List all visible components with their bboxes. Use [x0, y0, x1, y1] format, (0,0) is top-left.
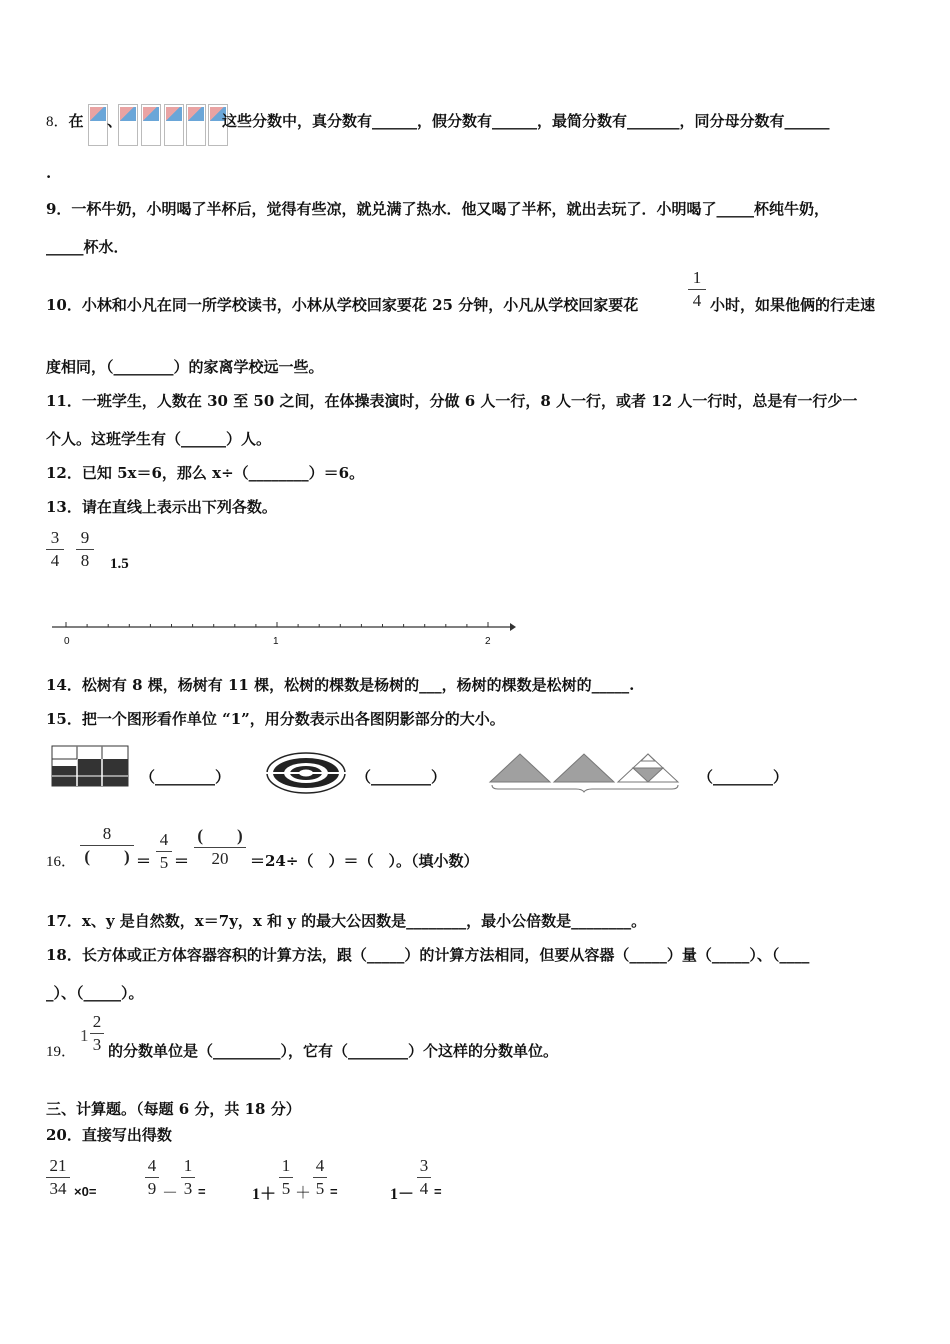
q20-e3-fraction-2: [313, 1156, 327, 1199]
q16-fraction-8-blank: [80, 824, 134, 867]
q19-fraction: [90, 1012, 104, 1055]
q15-grid-figure: [52, 746, 130, 788]
q19-text: 的分数单位是（_________），它有（________）个这样的分数单位。: [108, 1042, 559, 1060]
q16-f2-numerator: 4: [159, 830, 169, 849]
q15-blank-2: （________）: [356, 768, 447, 786]
q10-frac-numerator: 1: [692, 268, 702, 287]
q20-e2-numerator-2: 1: [183, 1156, 193, 1175]
tick-label-2: 2: [485, 636, 491, 647]
section3-title: 三、计算题。（每题 6 分，共 18 分）: [46, 1100, 301, 1118]
q20-e4-tail: =: [434, 1184, 442, 1199]
q20-title: 20．直接写出得数: [46, 1126, 172, 1144]
q20-e3-numerator-2: 4: [315, 1156, 325, 1175]
q20-e1-fraction: [46, 1156, 70, 1199]
q13-f1-denominator: 4: [50, 551, 60, 570]
q17-text: 17．x、y 是自然数，x＝7y，x 和 y 的最大公因数是________，最小公倍数是________。: [46, 912, 647, 930]
q12-text: 12．已知 5x＝6，那么 x÷（________）＝6。: [46, 464, 365, 482]
tick-label-0: 0: [64, 636, 70, 647]
q13-f1-numerator: 3: [50, 528, 60, 547]
q20-e3-lead: 1＋: [252, 1186, 277, 1203]
q19-numerator: 2: [92, 1012, 102, 1031]
q20-e1-denominator: 34: [49, 1179, 67, 1198]
q20-e2-op: －: [162, 1183, 179, 1202]
q10-line2: 度相同，（________）的家离学校远一些。: [46, 358, 324, 376]
q19-denominator: 3: [92, 1035, 102, 1054]
q20-e4-denominator: 4: [419, 1179, 429, 1198]
q10-line1b: 小时，如果他俩的行走速: [710, 296, 876, 314]
q18-line2: _）、（_____）。: [46, 984, 144, 1002]
q20-e3-numerator-1: 1: [281, 1156, 291, 1175]
q20-e2-fraction-1: [145, 1156, 159, 1199]
q20-e2-denominator-2: 3: [183, 1179, 193, 1198]
q20-e1-tail: ×0=: [74, 1184, 97, 1199]
q16-tail: ＝24÷（ ）＝（ ）。（填小数）: [250, 852, 479, 870]
q8-dot: .: [46, 164, 52, 182]
q20-e4-lead: 1－: [390, 1186, 415, 1203]
q8-text-b: 这些分数中，真分数有______，假分数有______，最简分数有_______，同分母分数有______: [222, 112, 830, 130]
q8-text-a: 在: [68, 112, 84, 130]
q20-e4-numerator: 3: [419, 1156, 429, 1175]
q16-f1-denominator: ( ): [84, 847, 130, 866]
q16-f3-denominator: 20: [211, 849, 229, 868]
q9-line1: 9．一杯牛奶，小明喝了半杯后，觉得有些凉，就兑满了热水．他又喝了半杯，就出去玩了．小明喝了_____杯纯牛奶，: [46, 200, 829, 218]
q19-number: 19．: [46, 1044, 77, 1060]
q16-f3-numerator: ( ): [197, 826, 243, 845]
q10-frac-denominator: 4: [692, 291, 702, 310]
q15-blank-3: （________）: [698, 768, 789, 786]
q16-fraction-blank-20: [194, 826, 246, 869]
q9-line2: _____杯水．: [46, 238, 129, 256]
q10-line1a: 10．小林和小凡在同一所学校读书，小林从学校回家要花 25 分钟，小凡从学校回家要花: [46, 296, 639, 314]
q13-f2-numerator: 9: [80, 528, 90, 547]
q19-whole: 1: [80, 1026, 89, 1045]
q15-blank-1: （________）: [140, 768, 231, 786]
q20-e3-fraction-1: [279, 1156, 293, 1199]
q16-f1-numerator: 8: [102, 824, 112, 843]
q14-text: 14．松树有 8 棵，杨树有 11 棵，松树的棵数是杨树的___，杨树的棵数是松树的_____.: [46, 676, 635, 694]
q20-e3-denominator-1: 5: [281, 1179, 291, 1198]
q11-line2: 个人。这班学生有（______）人。: [46, 430, 272, 448]
q15-triangles-figure: [488, 752, 690, 792]
q20-e4-fraction: [417, 1156, 431, 1199]
q16-f2-denominator: 5: [159, 853, 169, 872]
q15-target-figure: [266, 752, 348, 796]
q16-number: 16．: [46, 854, 77, 870]
q20-e1-numerator: 21: [49, 1156, 67, 1175]
q18-line1: 18．长方体或正方体容器容积的计算方法，跟（_____）的计算方法相同，但要从容器（_____）量（_____）、（____: [46, 946, 810, 964]
q20-e2-fraction-2: [181, 1156, 195, 1199]
q20-e3-op: ＋: [295, 1183, 312, 1202]
q16-equals-1: ＝: [136, 852, 152, 870]
q20-e2-numerator-1: 4: [147, 1156, 157, 1175]
q11-line1: 11．一班学生，人数在 30 至 50 之间，在体操表演时，分做 6 人一行，8 人一行，或者 12 人一行时，总是有一行少一: [46, 392, 858, 410]
q20-e2-denominator-1: 9: [147, 1179, 157, 1198]
q16-fraction-4-5: [156, 830, 172, 873]
q16-equals-2: ＝: [174, 852, 190, 870]
q15-text: 15．把一个图形看作单位 “1”，用分数表示出各图阴影部分的大小。: [46, 710, 505, 728]
q13-f2-denominator: 8: [80, 551, 90, 570]
q8-sep: 、: [107, 112, 123, 130]
q20-e3-tail: =: [330, 1184, 338, 1199]
tick-label-1: 1: [273, 636, 279, 647]
q8-number: 8．: [46, 114, 69, 130]
q20-e3-denominator-2: 5: [315, 1179, 325, 1198]
q13-decimal: 1.5: [110, 556, 129, 572]
q13-text: 13．请在直线上表示出下列各数。: [46, 498, 277, 516]
q20-e2-tail: =: [198, 1184, 206, 1199]
